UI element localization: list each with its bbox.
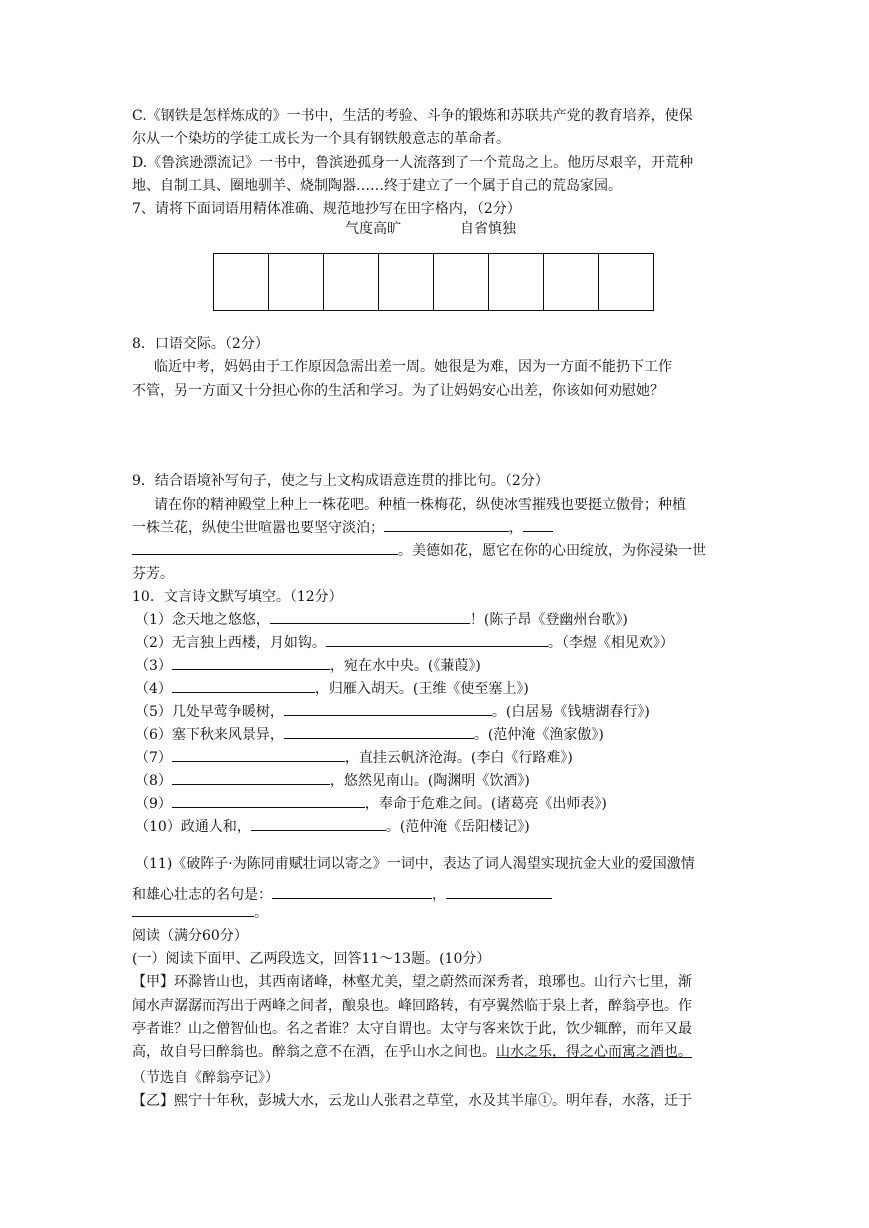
- grid-cell[interactable]: [489, 254, 544, 310]
- item-source: ！(陈子昂《登幽州台歌》): [469, 612, 628, 628]
- question-9-line-4: 芬芳。: [132, 566, 174, 582]
- answer-blank[interactable]: [284, 701, 492, 716]
- answer-blank[interactable]: [172, 793, 365, 808]
- reading-subtitle: (一）阅读下面甲、乙两段选文，回答11～13题。(10分）: [132, 951, 491, 967]
- reading-title: 阅读（满分60分）: [132, 928, 248, 944]
- grid-cell[interactable]: [269, 254, 324, 310]
- answer-blank[interactable]: [172, 770, 330, 785]
- recite-item-1: [135, 609, 628, 631]
- passage-yi-line-1: 【乙】熙宁十年秋，彭城大水，云龙山人张君之草堂，水及其半扉①。明年春，水落，迁于: [132, 1093, 692, 1109]
- grid-cell[interactable]: [434, 254, 489, 310]
- item-source: ，奉命于危难之间。(诸葛亮《出师表》): [364, 796, 607, 812]
- item-prompt: （10）政通人和，: [135, 819, 251, 835]
- passage-jia-line-2: 闻水声潺潺而泻出于两峰之间者，酿泉也。峰回路转，有亭翼然临于泉上者，醉翁亭也。作: [132, 998, 692, 1014]
- item-source: 。(范仲淹《岳阳楼记》): [385, 819, 530, 835]
- recite-item-4: [135, 678, 529, 700]
- answer-blank[interactable]: [326, 632, 548, 647]
- item-source: ，直挂云帆济沧海。(李白《行路难》): [344, 750, 573, 766]
- answer-blank[interactable]: [270, 609, 470, 624]
- passage-jia-source: （节选自《醉翁亭记》）: [132, 1070, 279, 1086]
- grid-cell[interactable]: [379, 254, 434, 310]
- answer-blank[interactable]: [251, 816, 386, 831]
- question-8-line-2: 不管，另一方面又十分担心你的生活和学习。为了让妈妈安心出差，你该如何劝慰她？: [132, 383, 664, 399]
- grid-cell[interactable]: [214, 254, 269, 310]
- question-9-line-3-text: 。美德如花，愿它在你的心田绽放，为你浸染一世: [398, 543, 706, 559]
- item-prompt: （7）: [135, 750, 172, 766]
- recite-item-10: [135, 816, 530, 838]
- answer-blank[interactable]: [172, 747, 345, 762]
- question-8-line-1: 临近中考，妈妈由于工作原因急需出差一周。她很是为难，因为一方面不能扔下工作: [154, 359, 672, 375]
- answer-blank[interactable]: [446, 884, 552, 899]
- grid-cell[interactable]: [599, 254, 653, 310]
- answer-blank[interactable]: [384, 517, 509, 532]
- item-prompt: （4）: [135, 681, 172, 697]
- period: 。: [254, 905, 268, 921]
- option-d-line-2: 地、自制工具、圈地驯羊、烧制陶器……终于建立了一个属于自己的荒岛家园。: [132, 178, 622, 194]
- item-prompt: （2）无言独上西楼，月如钩。: [135, 635, 326, 651]
- question-9-line-2-text: 一株兰花，纵使尘世喧嚣也要坚守淡泊；: [132, 520, 384, 536]
- item-source: ，归雁入胡天。(王维《使至塞上》): [314, 681, 529, 697]
- comma: ，: [509, 520, 523, 536]
- question-9-title: 9．结合语境补写句子，使之与上文构成语意连贯的排比句。（2分）: [132, 473, 549, 489]
- question-10-title: 10．文言诗文默写填空。（12分）: [132, 589, 343, 605]
- item-source: 。(白居易《钱塘湖春行》): [491, 704, 650, 720]
- grid-cell[interactable]: [324, 254, 379, 310]
- passage-jia-line-1: 【甲】环滁皆山也，其西南诸峰，林壑尤美，望之蔚然而深秀者，琅琊也。山行六七里，渐: [132, 974, 692, 990]
- item-source: ，宛在水中央。(《蒹葭》): [329, 658, 481, 674]
- question-9-line-3: [132, 540, 706, 562]
- answer-blank[interactable]: [272, 884, 432, 899]
- item-prompt: （5）几处早莺争暖树，: [135, 704, 284, 720]
- item-prompt: （6）塞下秋来风景异，: [135, 727, 284, 743]
- copy-word-2: 自省慎独: [460, 221, 516, 237]
- option-c-line-1: C.《钢铁是怎样炼成的》一书中，生活的考验、斗争的锻炼和苏联共产党的教育培养，使保: [132, 108, 693, 124]
- passage-text: 高，故自号曰醉翁也。醉翁之意不在酒，在乎山水之间也。: [132, 1044, 496, 1060]
- answer-blank[interactable]: [172, 678, 315, 693]
- question-9-line-1: 请在你的精神殿堂上种上一株花吧。种植一株梅花，纵使冰雪摧残也要挺立傲骨；种植: [154, 497, 686, 513]
- grid-cell[interactable]: [544, 254, 599, 310]
- option-d-line-1: D.《鲁滨逊漂流记》一书中，鲁滨逊孤身一人流落到了一个荒岛之上。他历尽艰辛，开荒种: [132, 155, 694, 171]
- copy-word-1: 气度高旷: [345, 221, 401, 237]
- item-prompt: （3）: [135, 658, 172, 674]
- answer-blank[interactable]: [132, 902, 254, 917]
- answer-blank[interactable]: [132, 540, 398, 555]
- item-prompt: 和雄心壮志的名句是：: [132, 887, 272, 903]
- recite-item-8: [135, 770, 530, 792]
- recite-item-11-line-1: （11)《破阵子·为陈同甫赋壮词以寄之》一词中，表达了词人渴望实现抗金大业的爱国激情: [135, 856, 695, 872]
- passage-jia-line-3: 亭者谁？山之僧智仙也。名之者谁？太守自谓也。太守与客来饮于此，饮少辄醉，而年又最: [132, 1021, 692, 1037]
- underlined-sentence: 山水之乐，得之心而寓之酒也。: [496, 1044, 692, 1060]
- recite-item-6: [135, 724, 604, 746]
- question-9-line-2: [132, 517, 553, 539]
- question-8-title: 8．口语交际。（2分）: [132, 336, 269, 352]
- item-source: 。(范仲淹《渔家傲》): [473, 727, 604, 743]
- item-source: 。（李煜《相见欢》）: [547, 635, 674, 651]
- recite-item-5: [135, 701, 650, 723]
- recite-item-2: [135, 632, 674, 654]
- question-7: 7、请将下面词语用精体准确、规范地抄写在田字格内，（2分）: [132, 201, 521, 217]
- recite-item-11-line-3: [132, 902, 268, 924]
- answer-blank[interactable]: [523, 517, 553, 532]
- writing-grid[interactable]: [213, 253, 654, 311]
- option-c-line-2: 尔从一个染坊的学徒工成长为一个具有钢铁般意志的革命者。: [132, 131, 510, 147]
- item-prompt: （1）念天地之悠悠，: [135, 612, 270, 628]
- recite-item-9: [135, 793, 607, 815]
- answer-blank[interactable]: [284, 724, 474, 739]
- item-source: ，悠然见南山。(陶渊明《饮酒》): [329, 773, 530, 789]
- answer-blank[interactable]: [172, 655, 330, 670]
- recite-item-7: [135, 747, 573, 769]
- comma: ，: [432, 887, 446, 903]
- passage-jia-line-4: [132, 1041, 692, 1063]
- recite-item-3: [135, 655, 481, 677]
- item-prompt: （8）: [135, 773, 172, 789]
- item-prompt: （9）: [135, 796, 172, 812]
